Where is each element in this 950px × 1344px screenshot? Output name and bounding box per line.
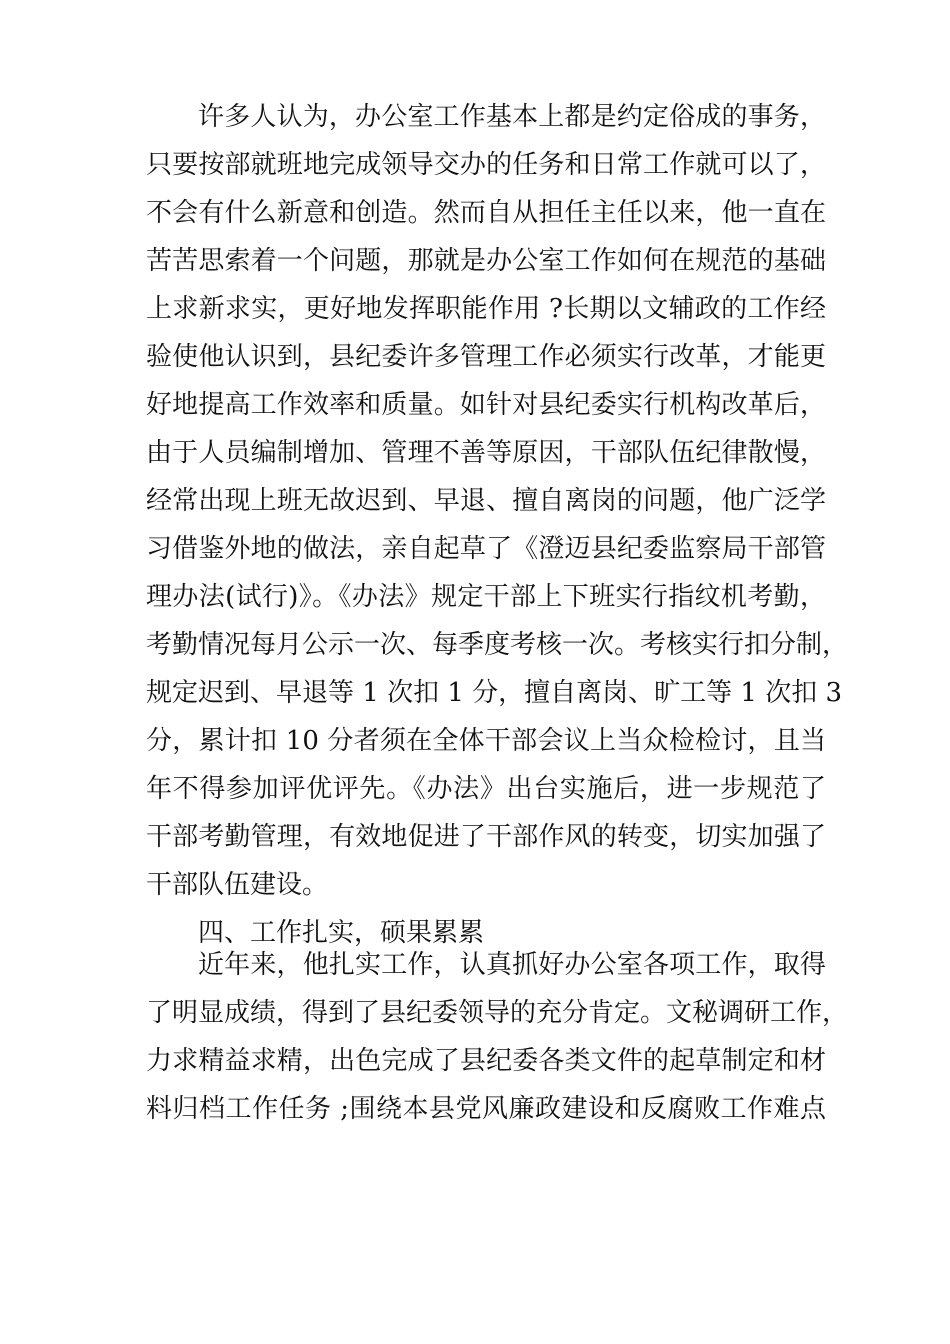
- text-line: 验使他认识到，县纪委许多管理工作必须实行改革，才能更: [146, 342, 826, 372]
- text-line: 规定迟到、早退等 1 次扣 1 分，擅自离岗、旷工等 1 次扣 3: [146, 678, 843, 708]
- paragraph-1: [146, 93, 849, 957]
- text-line: 了明显成绩，得到了县纪委领导的充分肯定。文秘调研工作，: [146, 998, 849, 1028]
- text-line: 由于人员编制增加、管理不善等原因，干部队伍纪律散慢，: [146, 438, 826, 468]
- text-line: 年不得参加评优评先。《办法》出台实施后，进一步规范了: [146, 774, 826, 804]
- text-line: 考勤情况每月公示一次、每季度考核一次。考核实行扣分制，: [146, 630, 849, 660]
- text-line: 习借鉴外地的做法，亲自起草了《澄迈县纪委监察局干部管: [146, 534, 826, 564]
- text-line: 只要按部就班地完成领导交办的任务和日常工作就可以了，: [146, 150, 826, 180]
- text-line: 许多人认为，办公室工作基本上都是约定俗成的事务，: [198, 102, 826, 132]
- section-heading: 四、工作扎实，硕果累累: [198, 918, 485, 948]
- text-line: 经常出现上班无故迟到、早退、擅自离岗的问题，他广泛学: [146, 486, 826, 516]
- text-line: 理办法(试行)》。《办法》规定干部上下班实行指纹机考勤，: [146, 582, 826, 612]
- text-line: 上求新求实，更好地发挥职能作用 ?长期以文辅政的工作经: [146, 294, 826, 324]
- text-line: 干部考勤管理，有效地促进了干部作风的转变，切实加强了: [146, 822, 826, 852]
- text-line: 苦苦思索着一个问题，那就是办公室工作如何在规范的基础: [146, 246, 826, 276]
- text-line: 分，累计扣 10 分者须在全体干部会议上当众检检讨，且当: [146, 726, 826, 756]
- text-line: 料归档工作任务 ;围绕本县党风廉政建设和反腐败工作难点: [146, 1094, 826, 1124]
- text-line: 不会有什么新意和创造。然而自从担任主任以来，他一直在: [146, 198, 826, 228]
- text-line: 好地提高工作效率和质量。如针对县纪委实行机构改革后，: [146, 390, 826, 420]
- text-line: 干部队伍建设。: [146, 870, 329, 900]
- paragraph-2: [146, 941, 849, 1133]
- text-line: 力求精益求精，出色完成了县纪委各类文件的起草制定和材: [146, 1046, 826, 1076]
- text-line: 近年来，他扎实工作，认真抓好办公室各项工作，取得: [198, 950, 826, 980]
